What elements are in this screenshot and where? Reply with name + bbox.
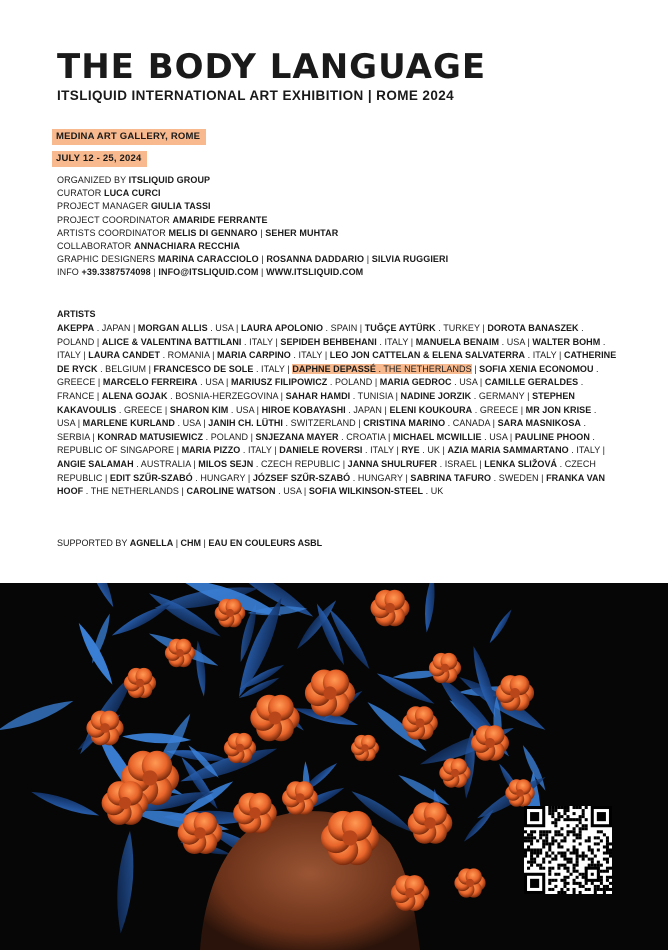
- credit-name: MELIS DI GENNARO: [168, 227, 258, 238]
- artist-name: LENKA SLIŽOVÁ: [484, 458, 558, 469]
- artist-name: CAROLINE WATSON: [186, 486, 276, 497]
- artist-name: CAMILLE GERALDES: [484, 377, 579, 388]
- artist-name: MARIA CARPINO: [217, 350, 291, 361]
- artist-entry: [401, 391, 525, 401]
- artist-entry: [389, 405, 518, 415]
- credit-name: AMARIDE FERRANTE: [172, 214, 268, 225]
- artist-name: KONRAD MATUSIEWICZ: [97, 431, 204, 442]
- leaf-shape: [113, 830, 137, 934]
- artist-entry: [170, 405, 254, 415]
- artist-entry: [57, 459, 191, 469]
- credit-name: ITSLIQUID GROUP: [128, 175, 211, 185]
- artist-entry: [241, 323, 357, 333]
- artist-name: ANGIE SALAMAH: [57, 458, 134, 469]
- artist-name: MARIUSZ FILIPOWICZ: [230, 377, 328, 388]
- artist-entry: [57, 323, 130, 333]
- artist-country: . POLAND: [57, 323, 584, 347]
- flower-shape: [233, 793, 277, 834]
- artist-name: DOROTA BANASZEK: [487, 323, 579, 333]
- credit-row: [57, 253, 637, 266]
- supported-by: [57, 538, 322, 548]
- artist-country: . SPAIN: [323, 323, 358, 333]
- artist-country: . ROMANIA: [160, 350, 210, 361]
- credit-role: COLLABORATOR: [57, 241, 134, 252]
- artist-entry: [198, 459, 340, 469]
- artist-country: . JAPAN: [94, 323, 131, 333]
- artist-entry: [103, 377, 224, 387]
- artist-country: . ITALY: [376, 336, 409, 347]
- artist-country: . CANADA: [445, 418, 491, 429]
- venue-dates: JULY 12 - 25, 2024: [52, 151, 147, 167]
- artist-country: . USA: [197, 377, 224, 388]
- artist-name: RYE: [401, 445, 420, 456]
- supporter-name: CHM: [180, 538, 202, 548]
- artist-name: MARLENE KURLAND: [82, 418, 175, 429]
- venue-gallery: MEDINA ART GALLERY, ROME: [52, 129, 206, 145]
- artist-name: FRANCESCO DE SOLE: [153, 363, 254, 374]
- artist-name: MILOS SEJN: [198, 458, 254, 469]
- artist-country: . ITALY: [241, 336, 273, 347]
- leaf-shape: [74, 620, 116, 687]
- credit-role: ARTISTS COORDINATOR: [57, 227, 169, 238]
- credit-name: ROSANNA DADDARIO: [266, 254, 365, 265]
- artist-name: SNJEZANA MAYER: [255, 431, 339, 442]
- separator: |: [257, 227, 266, 238]
- artist-country: . ITALY: [253, 363, 285, 374]
- leaf-shape: [29, 787, 100, 820]
- artist-name: NADINE JORZIK: [400, 390, 472, 401]
- artist-country: . SWITZERLAND: [282, 418, 356, 429]
- artist-name: JANNA SHULRUFER: [347, 458, 438, 469]
- credit-role: INFO: [57, 267, 82, 278]
- artist-entry: [365, 323, 480, 333]
- artist-entry: [280, 337, 408, 347]
- artist-name: MICHAEL MCWILLIE: [392, 431, 482, 442]
- artist-name: MARIA GEDROC: [379, 377, 452, 388]
- credit-name: ANNACHIARA RECCHIA: [134, 241, 240, 252]
- artist-country: . GERMANY: [471, 390, 525, 401]
- artist-country: . CZECH REPUBLIC: [253, 458, 341, 469]
- flower-shape: [371, 590, 410, 627]
- artist-country: . GREECE: [57, 363, 599, 388]
- credit-row: [57, 200, 637, 213]
- artist-name: STEPHEN KAKAVOULIS: [57, 390, 575, 415]
- artist-country: . HUNGARY: [350, 472, 403, 483]
- artist-country: . ITALY: [240, 445, 272, 456]
- artist-name: SARA MASNIKOSA: [497, 418, 581, 429]
- artist-name: MARCELO FERREIRA: [102, 377, 198, 388]
- artist-country: . BELGIUM: [97, 363, 147, 374]
- artist-name: CATHERINE DE RYCK: [57, 350, 617, 374]
- artist-entry: [253, 473, 403, 483]
- artist-entry: [102, 391, 278, 401]
- artist-country: . UK: [423, 486, 444, 497]
- artist-name: WALTER BOHM: [532, 336, 601, 347]
- artist-entry: [410, 473, 538, 483]
- flower-headdress-photo: [0, 583, 668, 950]
- artist-country: . GREECE: [116, 404, 163, 415]
- separator: |: [201, 538, 209, 548]
- credit-name: SEHER MUHTAR: [265, 227, 339, 238]
- supported-label: SUPPORTED BY: [57, 538, 130, 548]
- flower-shape: [471, 725, 509, 761]
- separator: |: [258, 254, 267, 265]
- credit-name: INFO@ITSLIQUID.COM: [158, 267, 259, 278]
- credit-name: GIULIA TASSI: [150, 201, 211, 212]
- artist-name: DANIELE ROVERSI: [279, 445, 363, 456]
- artist-country: . UK: [419, 445, 440, 456]
- artist-country: . POLAND: [203, 431, 249, 442]
- artist-entry: [138, 323, 234, 333]
- artist-entry: [110, 473, 245, 483]
- artist-entry: [217, 350, 322, 360]
- artist-entry: [309, 486, 443, 496]
- credit-name: +39.3387574098: [81, 267, 151, 278]
- artist-entry: [208, 418, 355, 428]
- artist-country: . USA: [481, 431, 508, 442]
- credit-role: PROJECT MANAGER: [57, 201, 151, 212]
- artist-country: . ITALY: [362, 445, 394, 456]
- artist-entry: [380, 377, 478, 387]
- artist-name: SOFIA WILKINSON-STEEL: [308, 486, 424, 497]
- flower-shape: [391, 875, 429, 911]
- artist-entry: [448, 445, 601, 455]
- credit-role: ORGANIZED BY: [57, 175, 129, 185]
- separator: |: [364, 254, 372, 265]
- artist-entry: [279, 445, 394, 455]
- artist-name: EDIT SZŰR-SZABÓ: [109, 472, 193, 483]
- supporter-name: EAU EN COULEURS ASBL: [208, 538, 323, 548]
- artist-entry: [256, 432, 386, 442]
- credit-row: [57, 266, 637, 279]
- artist-country: . ITALY: [290, 350, 323, 361]
- flower-shape: [505, 779, 534, 807]
- credit-row: [57, 227, 637, 240]
- artist-entry: [97, 432, 248, 442]
- artist-country: . USA: [228, 404, 255, 415]
- credit-name: SILVIA RUGGIERI: [371, 254, 449, 265]
- credit-role: CURATOR: [57, 188, 104, 199]
- artists-heading: ARTISTS: [57, 309, 96, 319]
- artist-entry: [186, 486, 301, 496]
- artist-entry: [401, 445, 440, 455]
- leaf-shape: [487, 608, 514, 645]
- flower-shape: [439, 758, 470, 787]
- artist-name: SABRINA TAFURO: [410, 472, 492, 483]
- leaf-shape: [80, 583, 118, 609]
- artist-country: . USA: [499, 336, 525, 347]
- artist-country: . ITALY: [525, 350, 557, 361]
- artist-name: ELENI KOUKOURA: [389, 404, 473, 415]
- artist-entry: [102, 337, 273, 347]
- credit-name: MARINA CARACCIOLO: [157, 254, 259, 265]
- artist-entry: [363, 418, 490, 428]
- artist-name: LAURA CANDET: [88, 350, 161, 361]
- artist-name: SOFIA XENIA ECONOMOU: [479, 363, 594, 374]
- artist-country: . SWEDEN: [491, 472, 539, 483]
- artist-name: HIROE KOBAYASHI: [261, 404, 346, 415]
- leaf-shape: [194, 640, 208, 697]
- artist-country: . THE NETHERLANDS: [83, 486, 179, 497]
- supporter-name: AGNELLA: [129, 538, 174, 548]
- artist-country: . CROATIA: [338, 431, 386, 442]
- shoulder-skin: [200, 811, 420, 950]
- flower-shape: [224, 733, 256, 763]
- flower-shape: [429, 653, 461, 683]
- artist-country: . USA: [451, 377, 478, 388]
- artwork-photo: [0, 583, 668, 950]
- artist-entry: [286, 391, 393, 401]
- artist-country: . REPUBLIC OF SINGAPORE: [57, 431, 595, 456]
- artist-entry: [231, 377, 372, 387]
- artist-country: . TUNISIA: [350, 390, 394, 401]
- credit-name: LUCA CURCI: [103, 188, 161, 199]
- artist-entry: [83, 418, 201, 428]
- artist-name: TUĞÇE AYTÜRK: [364, 323, 436, 333]
- artists-list: AKEPPA . JAPAN | MORGAN ALLIS . USA | LAURA APOLONIO . SPAIN | TUĞÇE AYTÜRK . TURKEY | DOROTA BANASZEK . POLAND | ALICE & VALENTINA BATTILANI . ITALY | SEPIDEH BEHBEHANI . ITALY | MANUELA BENAIM . USA | WALTER BOHM . ITALY | LAURA CANDET . ROMANIA | MARIA CARPINO . ITALY | LEO JON CATTELAN & ELENA SALVATERRA . ITALY | CATHERINE DE RYCK . BELGIUM | FRANCESCO DE SOLE . ITALY | DAPHNE DEPASSÉ . THE NETHERLANDS | SOFIA XENIA ECONOMOU . GREECE | MARCELO FERREIRA . USA | MARIUSZ FILIPOWICZ . POLAND | MARIA GEDROC . USA | CAMILLE GERALDES . FRANCE | ALENA GOJAK . BOSNIA-HERZEGOVINA | SAHAR HAMDI . TUNISIA | NADINE JORZIK . GERMANY | STEPHEN KAKAVOULIS . GREECE | SHARON KIM . USA | HIROE KOBAYASHI . JAPAN | ELENI KOUKOURA . GREECE | MR JON KRISE . USA | MARLENE KURLAND . USA | JANIH CH. LÜTHI . SWITZERLAND | CRISTINA MARINO . CANADA | SARA MASNIKOSA . SERBIA | KONRAD MATUSIEWICZ . POLAND | SNJEZANA MAYER . CROATIA | MICHAEL MCWILLIE . USA | PAULINE PHOON . REPUBLIC OF SINGAPORE | MARIA PIZZO . ITALY | DANIELE ROVERSI . ITALY | RYE . UK | AZIA MARIA SAMMARTANO . ITALY | ANGIE SALAMAH . AUSTRALIA | MILOS SEJN . CZECH REPUBLIC | JANNA SHULRUFER . ISRAEL | LENKA SLIŽOVÁ . CZECH REPUBLIC | EDIT SZŰR-SZABÓ . HUNGARY | JÓZSEF SZŰR-SZABÓ . HUNGARY | SABRINA TAFURO . SWEDEN | FRANKA VAN HOOF . THE NETHERLANDS | CAROLINE WATSON . USA | SOFIA WILKINSON-STEEL . UK: [57, 323, 617, 497]
- artist-name: JÓZSEF SZŰR-SZABÓ: [252, 472, 351, 483]
- artist-name: MARIA PIZZO: [181, 445, 241, 456]
- artist-name: AKEPPA: [57, 323, 95, 333]
- artist-entry: [88, 350, 209, 360]
- flower-shape: [351, 735, 379, 761]
- artist-name: LAURA APOLONIO: [240, 323, 323, 333]
- artist-name: MANUELA BENAIM: [415, 336, 500, 347]
- artist-name: SHARON KIM: [169, 404, 229, 415]
- artist-country: . ITALY: [57, 336, 606, 361]
- artist-entry: [292, 364, 471, 374]
- credit-name: WWW.ITSLIQUID.COM: [266, 267, 364, 278]
- credit-row: [57, 214, 637, 227]
- artist-name: SEPIDEH BEHBEHANI: [280, 336, 377, 347]
- artist-entry: [330, 350, 557, 360]
- flower-shape: [86, 711, 123, 746]
- artist-country: . THE NETHERLANDS: [375, 363, 472, 374]
- artist-name: AZIA MARIA SAMMARTANO: [447, 445, 569, 456]
- artist-name: MORGAN ALLIS: [137, 323, 208, 333]
- artist-name: MR JON KRISE: [525, 404, 592, 415]
- artist-country: . HUNGARY: [192, 472, 246, 483]
- flower-shape: [124, 668, 156, 698]
- artist-entry: [393, 432, 507, 442]
- artist-name: FRANKA VAN HOOF: [57, 472, 606, 497]
- credit-row: [57, 187, 637, 200]
- flower-shape: [408, 802, 453, 844]
- artist-country: . GREECE: [472, 404, 519, 415]
- artist-entry: [182, 445, 272, 455]
- artist-name: ALENA GOJAK: [101, 390, 168, 401]
- artist-country: . USA: [57, 404, 597, 429]
- credits-list: [57, 174, 637, 280]
- flower-shape: [454, 868, 485, 897]
- credit-row: [57, 174, 637, 187]
- artist-name: DAPHNE DEPASSÉ: [292, 363, 376, 374]
- artist-country: . FRANCE: [57, 377, 584, 401]
- artist-entry: [262, 405, 382, 415]
- artist-entry: [416, 337, 525, 347]
- flower-shape: [102, 781, 149, 825]
- qr-code-icon[interactable]: [524, 806, 612, 894]
- separator: |: [150, 267, 159, 278]
- artist-entry: [348, 459, 477, 469]
- artist-country: . JAPAN: [345, 404, 382, 415]
- artist-entry: [154, 364, 285, 374]
- artist-country: . BOSNIA-HERZEGOVINA: [167, 390, 279, 401]
- venue-block: [52, 126, 206, 167]
- flower-shape: [250, 695, 299, 741]
- artist-name: JANIH CH. LÜTHI: [208, 418, 283, 429]
- separator: |: [258, 267, 267, 278]
- artist-name: LEO JON CATTELAN & ELENA SALVATERRA: [329, 350, 526, 361]
- leaf-shape: [423, 583, 438, 633]
- exhibition-subtitle: ITSLIQUID INTERNATIONAL ART EXHIBITION | ROME 2024: [57, 88, 455, 103]
- artist-country: . USA: [207, 323, 234, 333]
- flower-shape: [496, 675, 534, 711]
- artist-country: . CZECH REPUBLIC: [57, 458, 596, 483]
- artist-name: CRISTINA MARINO: [363, 418, 446, 429]
- artist-name: PAULINE PHOON: [514, 431, 590, 442]
- artist-country: . SERBIA: [57, 418, 587, 442]
- artist-country: . USA: [275, 486, 302, 497]
- artist-country: . POLAND: [327, 377, 373, 388]
- credit-role: GRAPHIC DESIGNERS: [57, 254, 158, 265]
- artist-country: . ISRAEL: [437, 458, 477, 469]
- artist-name: SAHAR HAMDI: [285, 390, 351, 401]
- flower-shape: [305, 670, 355, 717]
- flower-shape: [165, 639, 195, 667]
- flower-shape: [178, 812, 223, 854]
- flower-shape: [282, 781, 318, 815]
- artist-country: . USA: [174, 418, 201, 429]
- credit-row: [57, 240, 637, 253]
- artist-name: ALICE & VALENTINA BATTILANI: [101, 336, 242, 347]
- artist-country: . TURKEY: [435, 323, 480, 333]
- page-title: THE BODY LANGUAGE: [57, 47, 487, 87]
- artist-country: . ITALY: [568, 445, 601, 456]
- artist-country: . AUSTRALIA: [133, 458, 191, 469]
- credit-role: PROJECT COORDINATOR: [57, 214, 173, 225]
- separator: |: [173, 538, 181, 548]
- leaf-shape: [0, 696, 75, 736]
